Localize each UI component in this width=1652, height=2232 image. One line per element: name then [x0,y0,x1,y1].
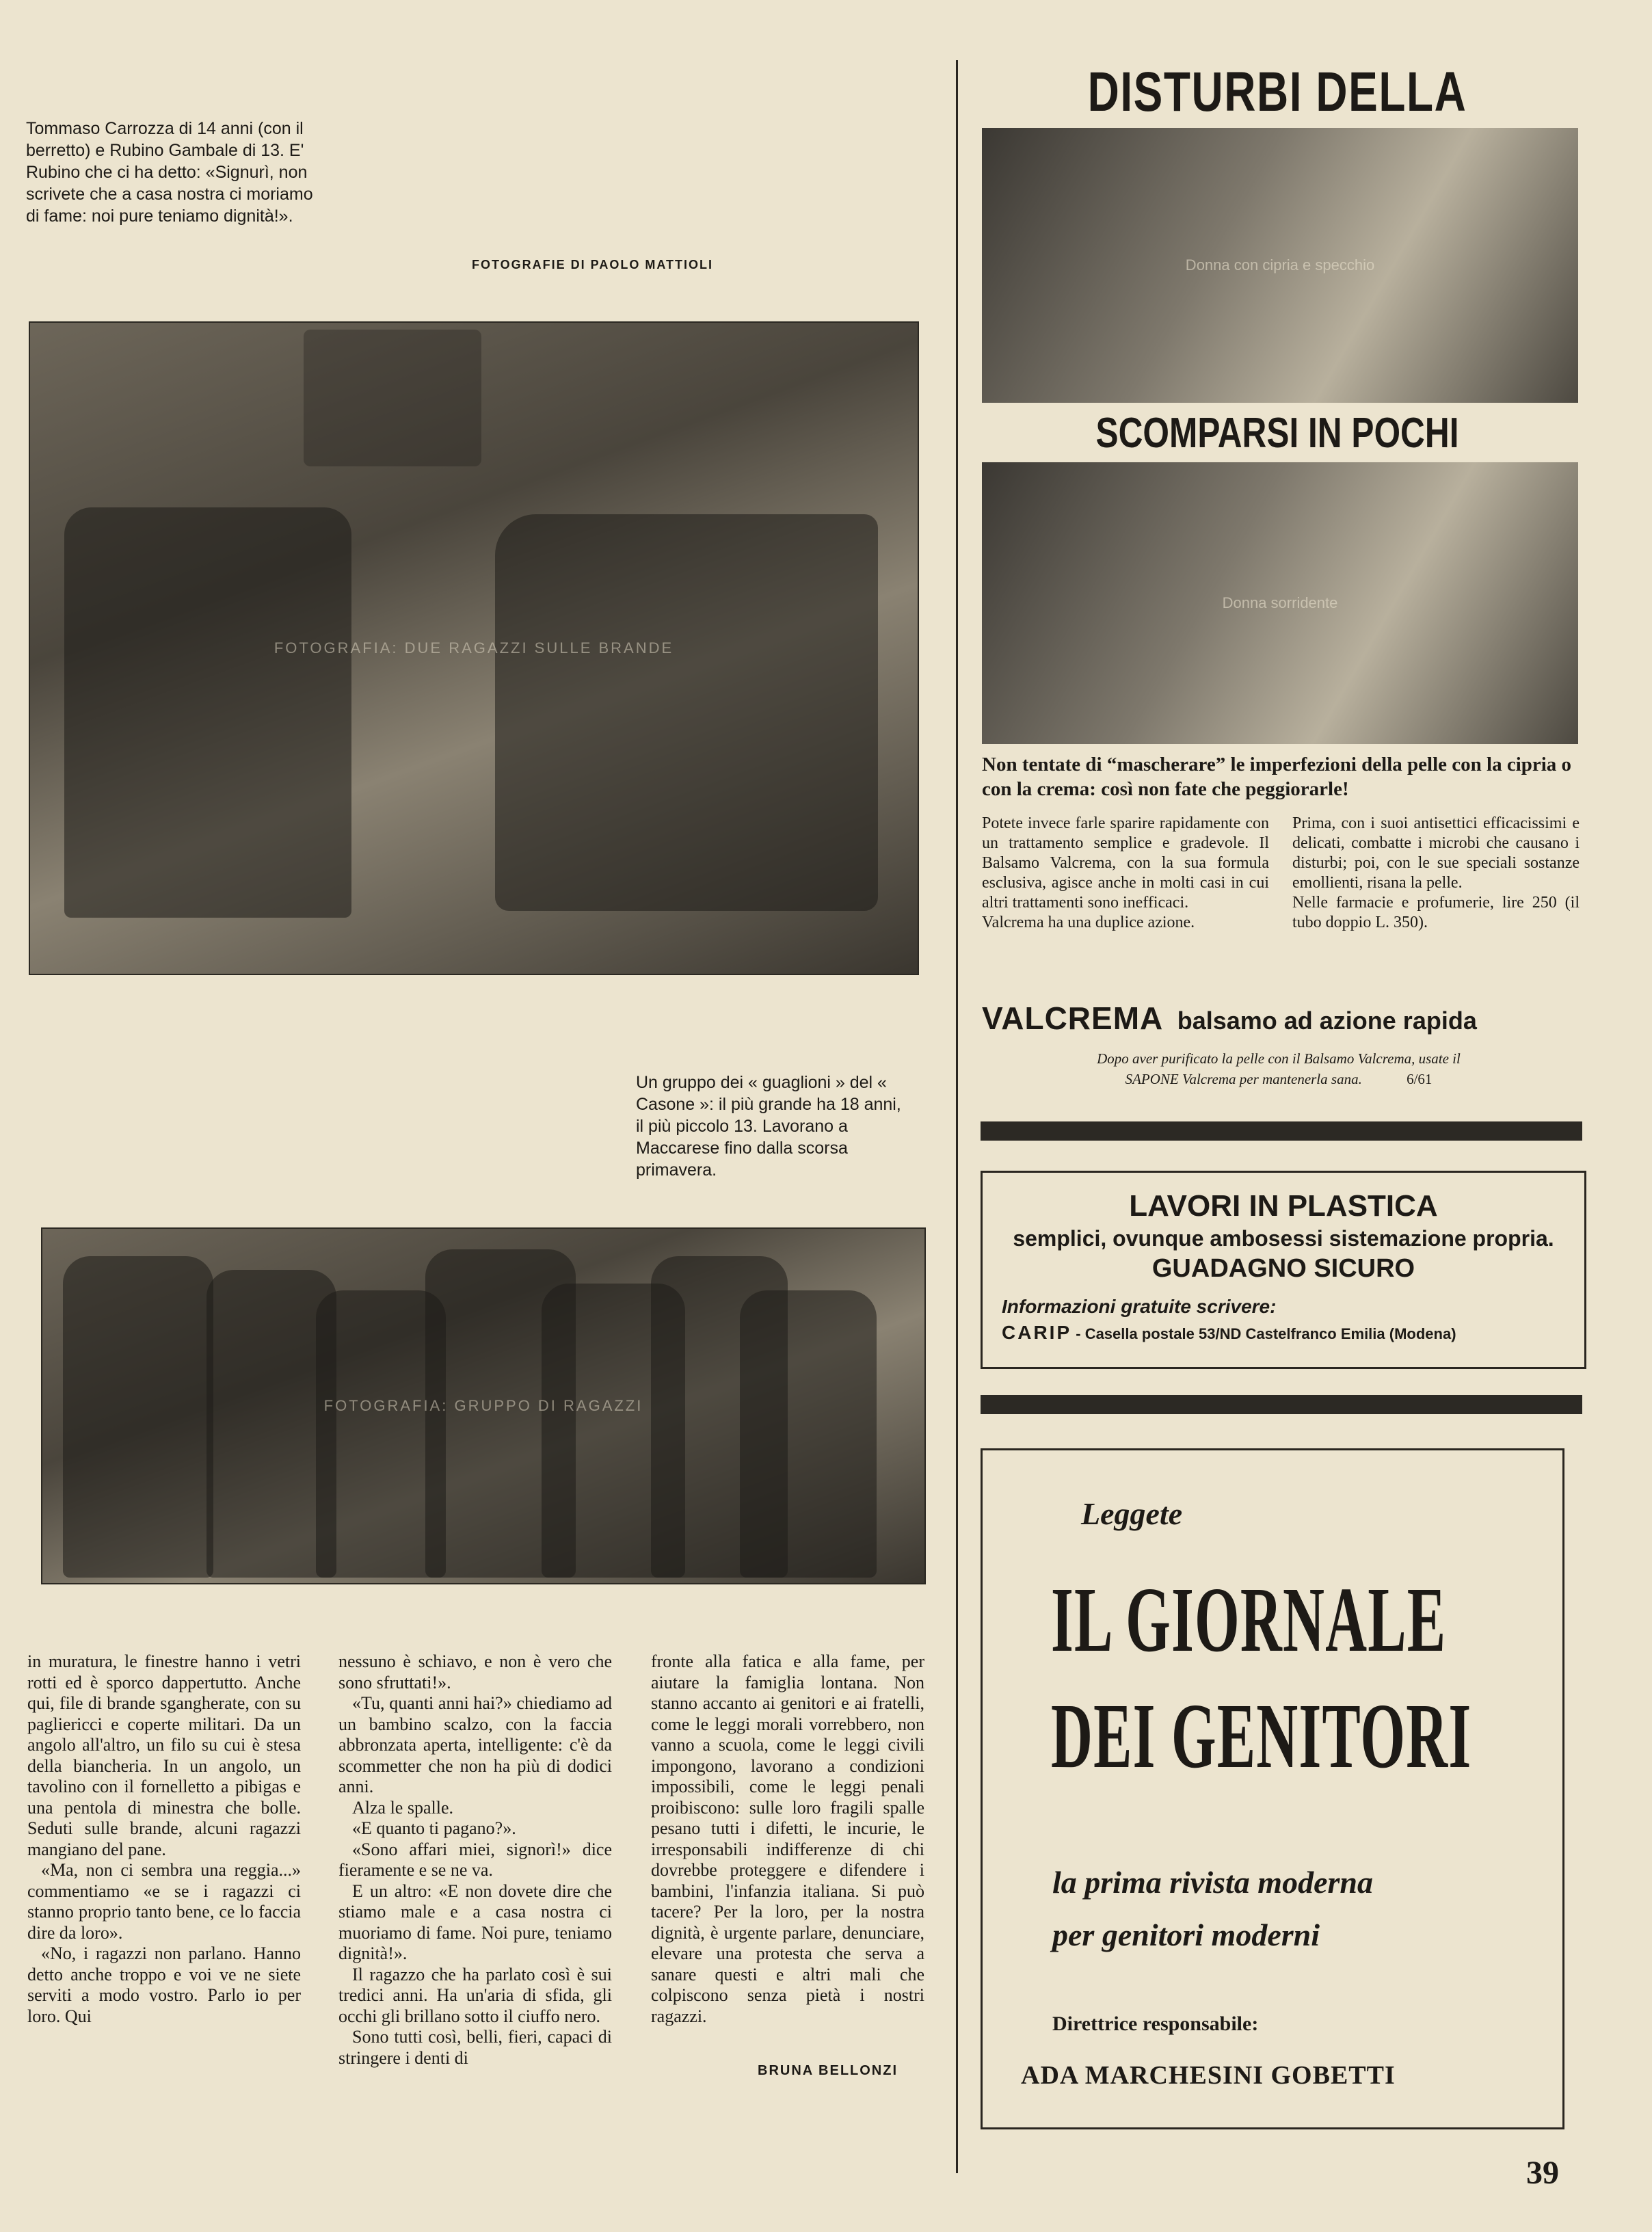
paragraph: Il ragazzo che ha parlato così è sui tredici anni. Ha un'aria di sfida, gli occhi gli brillano sotto il ciuffo nero. [338,1964,612,2026]
plastica-line: semplici, ovunque ambosessi sistemazione propria. [1013,1226,1554,1251]
plastica-address [1002,1322,1584,1344]
paragraph: nessuno è schiavo, e non è vero che sono sfruttati!». [338,1651,612,1692]
ad-column-right [1292,814,1580,933]
article-photo-2 [41,1227,926,1584]
photo-label: Donna con cipria e specchio [1185,256,1375,274]
photo-caption-middle: Un gruppo dei « guaglioni » del « Casone »: il più grande ha 18 anni, il più piccolo 13. Lavorano a Maccarese fino dalla scorsa primavera. [636,1073,901,1180]
paragraph: Valcrema ha una duplice azione. [982,914,1195,931]
giornale-title: DEI GENITORI [1051,1685,1472,1788]
photo-caption-top: Tommaso Carrozza di 14 anni (con il berretto) e Rubino Gambale di 13. E' Rubino che ci ha detto: «Signurì, non scrivete che a casa nostra ci moriamo di fame: noi pure teniamo dignità!». [26,119,313,226]
ad-giornale [981,1448,1564,2129]
paragraph: in muratura, le finestre hanno i vetri rotti ed è sporco dappertutto. Anche qui, file di brande sgangherate, con su pagliericci e coperte militari. Da un angolo all'altro, un filo su cui è stesa della biancheria. In un angolo, un tavolino con il fornelletto a pibigas e una pentola di minestra che bolle. Seduti sulle brande, alcuni ragazzi mangiano del pane. [27,1651,301,1859]
giornale-director-label: Direttrice responsabile: [1052,2012,1259,2035]
ad-code: 6/61 [1407,1071,1433,1087]
article-author: BRUNA BELLONZI [758,2063,898,2078]
paragraph: Potete invece farle sparire rapidamente con un trattamento semplice e gradevole. Il Balsamo Valcrema, con la sua formula esclusiva, agisce anche in molti casi in cui altri trattamenti sono inefficaci. [982,814,1269,912]
plastica-info: Informazioni gratuite scrivere: [1002,1296,1277,1317]
paragraph: «Ma, non ci sembra una reggia...» commentiamo «e se i ragazzi ci stanno proprio tanto bene, ce lo faccia dire da loro». [27,1860,301,1943]
paragraph: E un altro: «E non dovete dire che stiamo male e a casa nostra ci muoriamo di fame. Noi pure, teniamo dignità!». [338,1881,612,1963]
plastica-brand: CARIP [1002,1322,1072,1343]
photo-credit: FOTOGRAFIE DI PAOLO MATTIOLI [472,258,713,271]
paragraph: Sono tutti così, belli, fieri, capaci di stringere i denti di [338,2027,612,2068]
footnote-text: SAPONE Valcrema per mantenerla sana. [1125,1071,1362,1087]
ad-headline: Non tentate di “mascherare” le imperfezioni della pelle con la cipria o con la crema: così non fate che peggiorarle! [982,754,1572,800]
ad-footnote [978,1048,1580,1089]
article-column-2 [338,1651,612,2069]
giornale-tagline: la prima rivista moderna [1052,1865,1373,1900]
ad-title: DISTURBI DELLA [1087,61,1467,123]
photo-label: Donna sorridente [1222,594,1338,611]
article-column-1 [27,1651,301,2027]
paragraph: «E quanto ti pagano?». [352,1818,516,1838]
footnote-line-2 [978,1069,1580,1089]
paragraph: «Tu, quanti anni hai?» chiediamo ad un bambino scalzo, con la faccia abbronzata aperta, intelligente: c'è da scommetter che non ha più di dodici anni. [338,1693,612,1796]
paragraph: Nelle farmacie e profumerie, lire 250 (il tubo doppio L. 350). [1292,894,1580,931]
paragraph: Alza le spalle. [352,1797,453,1818]
giornale-title: IL GIORNALE [1051,1569,1447,1671]
brand-line [982,1000,1584,1037]
giornale-tagline: per genitori moderni [1052,1917,1320,1952]
plastica-title: LAVORI IN PLASTICA [1129,1189,1438,1223]
ad-subtitle: SCOMPARSI IN POCHI [1095,410,1459,457]
brand-name: VALCREMA [982,1000,1164,1036]
divider-bar [981,1121,1582,1141]
plastica-line: GUADAGNO SICURO [1151,1254,1415,1283]
paragraph: fronte alla fatica e alla fame, per aiutare la famiglia lontana. Non stanno accanto ai genitori e ai fratelli, come le leggi morali vorrebbero, non vanno a scuola, come le leggi civili impongono, lavorano a condizioni impossibili, come le leggi penali proibiscono: sulle loro fragili spalle pesano tutti i difetti, le incurie, le irresponsabili indifferenze di chi dovrebbe proteggere e difendere i bambini, l'infanzia italiana. Si può tacere? Per la loro, per la nostra dignità, è urgente parlare, denunciare, elevare una protesta che serva a sanare questi e altri mali che colpiscono senza pietà i nostri ragazzi. [651,1651,924,2026]
article-column-3 [651,1651,924,2027]
photo-label: FOTOGRAFIA: DUE RAGAZZI SULLE BRANDE [274,639,674,656]
divider-bar [981,1395,1582,1414]
ad-column-left [982,814,1269,933]
giornale-director: ADA MARCHESINI GOBETTI [1021,2061,1396,2090]
ad-photo-1 [982,128,1578,403]
article-photo-1 [29,321,919,975]
giornale-leggete: Leggete [1081,1496,1183,1531]
paragraph: «Sono affari miei, signorì!» dice fieramente e se ne va. [338,1839,612,1880]
ad-photo-2 [982,462,1578,744]
page-number: 39 [1526,2155,1559,2191]
column-divider [956,60,958,2173]
paragraph: «No, i ragazzi non parlano. Hanno detto anche troppo e voi ve ne siete serviti a modo vostro. Parlo io per loro. Qui [27,1943,301,2026]
paragraph: Prima, con i suoi antisettici efficacissimi e delicati, combatte i microbi che causano i disturbi; poi, con le sue speciali sostanze emollienti, risana la pelle. [1292,814,1580,892]
footnote-line: Dopo aver purificato la pelle con il Balsamo Valcrema, usate il [1097,1050,1461,1067]
photo-label: FOTOGRAFIA: GRUPPO DI RAGAZZI [323,1397,643,1414]
plastica-address-text: - Casella postale 53/ND Castelfranco Emilia (Modena) [1076,1325,1456,1342]
brand-tagline: balsamo ad azione rapida [1177,1007,1477,1035]
ad-plastica [981,1171,1586,1369]
